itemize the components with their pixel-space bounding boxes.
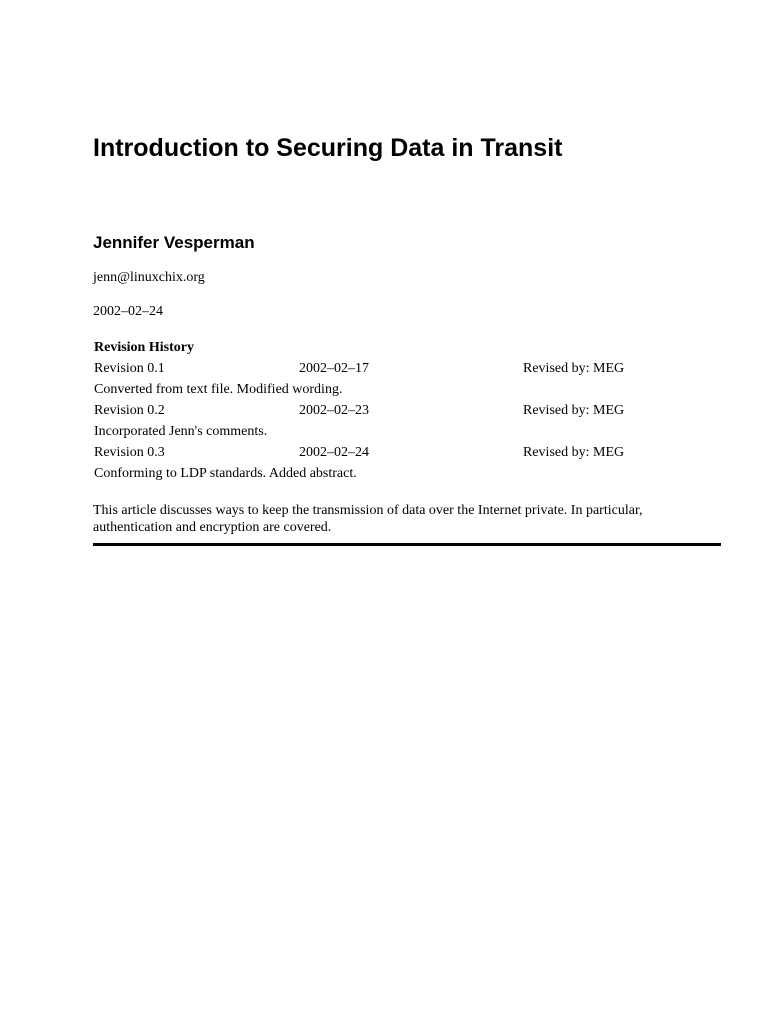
revision-date: 2002–02–23 [299,403,369,418]
document-page [93,0,721,1024]
revision-row [94,402,721,423]
revision-author: Revised by: MEG [523,403,625,418]
revision-remark: Incorporated Jenn's comments. [94,424,268,439]
revision-author: Revised by: MEG [523,361,625,376]
abstract-text: This article discusses ways to keep the transmission of data over the Internet private. In particular, authentication and encryption are covered. [93,503,643,535]
author-email: jenn@linuxchix.org [93,270,205,285]
author-name: Jennifer Vesperman [93,233,255,252]
revision-number: Revision 0.1 [94,361,165,376]
revision-history-heading: Revision History [94,340,194,355]
revision-date: 2002–02–17 [299,361,369,376]
revision-number: Revision 0.3 [94,445,165,460]
revision-history [94,339,721,486]
horizontal-rule [93,543,721,546]
revision-remark: Conforming to LDP standards. Added abstract. [94,466,357,481]
revision-row [94,444,721,465]
revision-remark: Converted from text file. Modified wording. [94,382,343,397]
publication-date: 2002–02–24 [93,304,163,319]
revision-date: 2002–02–24 [299,445,369,460]
revision-number: Revision 0.2 [94,403,165,418]
revision-row [94,360,721,381]
revision-author: Revised by: MEG [523,445,625,460]
document-title: Introduction to Securing Data in Transit [93,134,563,162]
